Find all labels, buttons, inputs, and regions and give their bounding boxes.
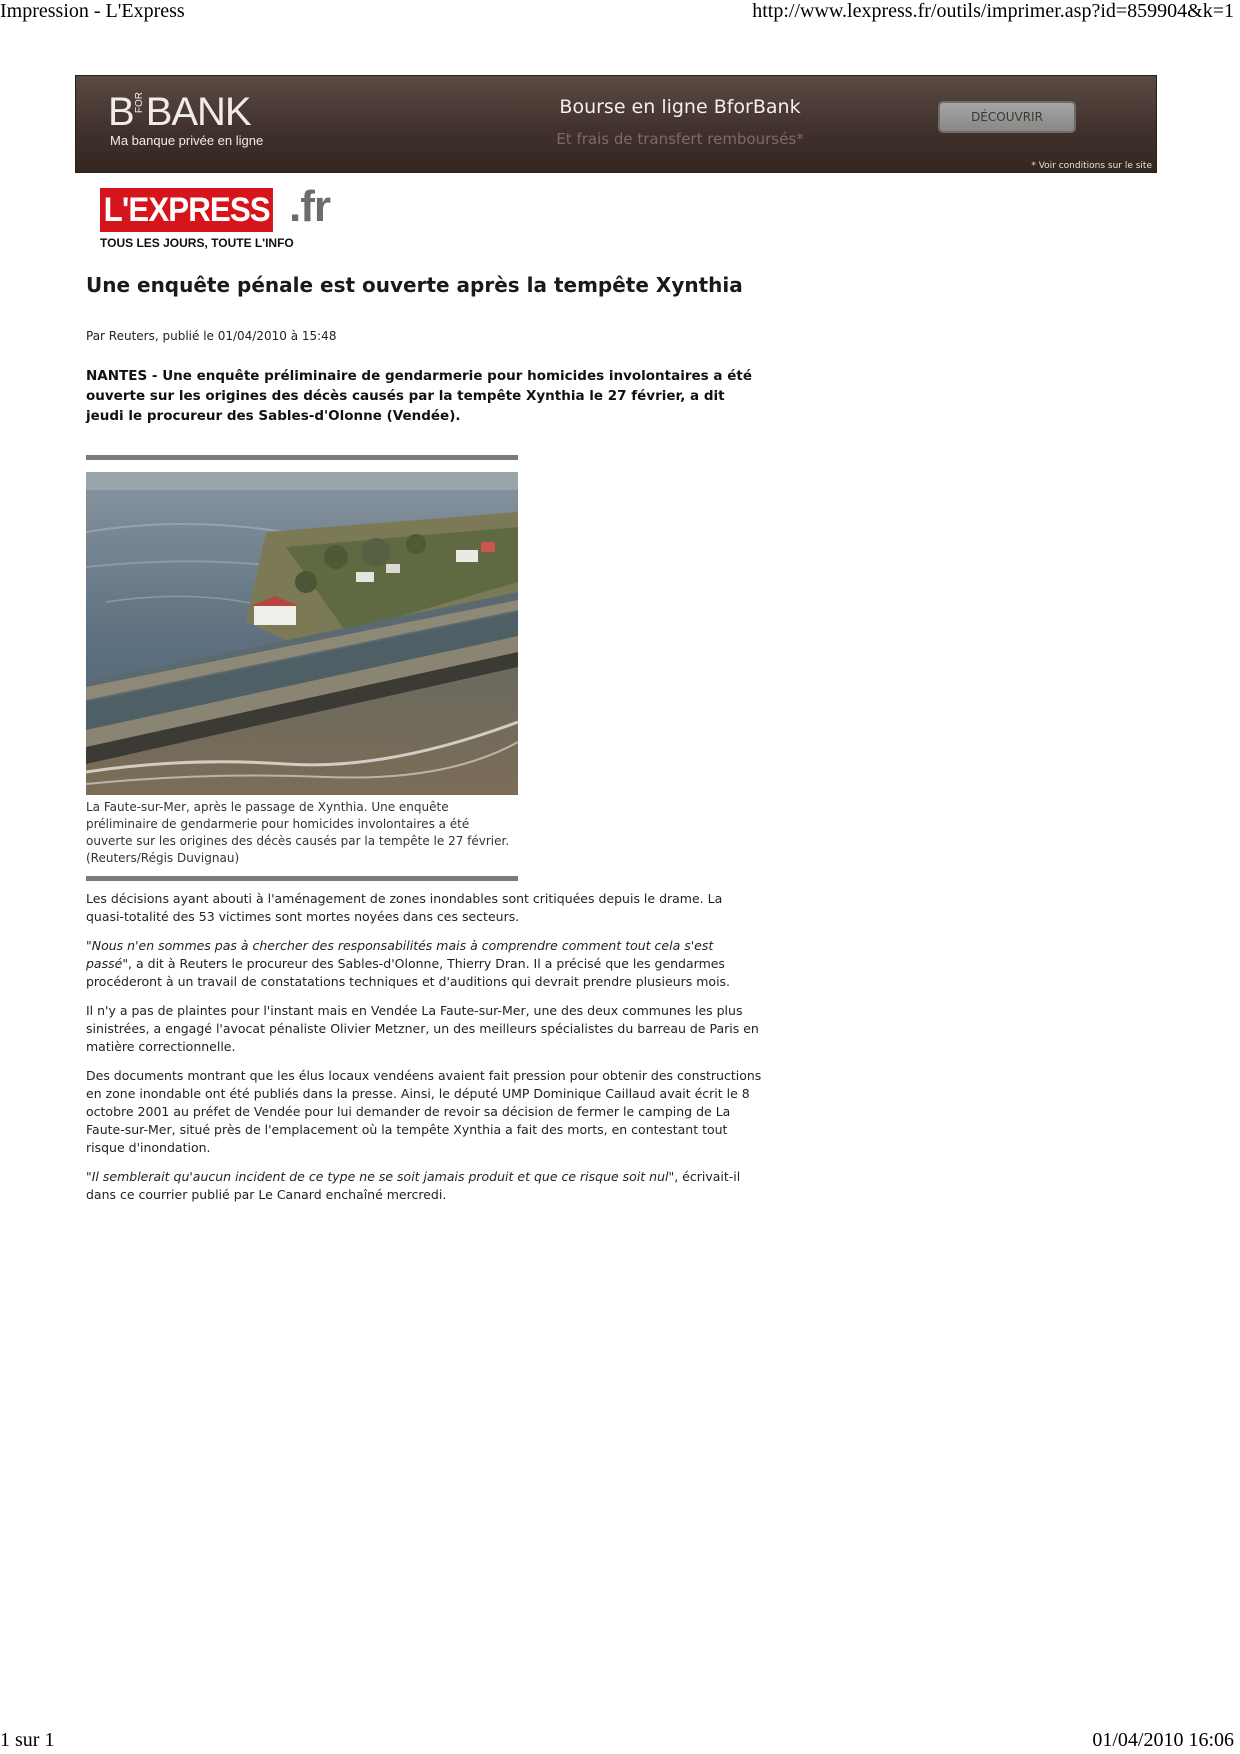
logo-wordmark: L'EXPRESS <box>100 188 273 232</box>
ad-brand-rest: BANK <box>145 90 251 134</box>
print-footer-page: 1 sur 1 <box>0 1729 55 1751</box>
ad-headline: Bourse en ligne BforBank <box>559 96 801 118</box>
flood-aerial-photo <box>86 472 518 795</box>
body-paragraph <box>86 937 762 991</box>
ad-tagline: Ma banque privée en ligne <box>110 133 264 148</box>
print-footer-datetime: 01/04/2010 16:06 <box>1092 1729 1234 1751</box>
body-paragraph: Les décisions ayant abouti à l'aménagement de zones inondables sont critiquées depuis le drame. La quasi-totalité des 53 victimes sont mortes noyées dans ces secteurs. <box>86 891 723 924</box>
quote-rest: ", a dit à Reuters le procureur des Sables-d'Olonne, Thierry Dran. Il a précisé que les gendarmes procéderont à un travail de constatations techniques et d'auditions qui devrait prendre plusieurs mois. <box>86 956 731 989</box>
ad-brand-b: B <box>108 90 134 134</box>
body-paragraph: Il n'y a pas de plaintes pour l'instant mais en Vendée La Faute-sur-Mer, une des deux communes les plus sinistrées, a engagé l'avocat pénaliste Olivier Metzner, un des meilleurs spécialistes du barreau de Paris en matière correctionnelle. <box>86 1003 759 1054</box>
ad-brand-logo <box>108 92 251 132</box>
body-paragraph: Des documents montrant que les élus locaux vendéens avaient fait pression pour obtenir des constructions en zone inondable ont été publiés dans la presse. Ainsi, le député UMP Dominique Caillaud avait écrit le 8 octobre 2001 au préfet de Vendée pour lui demander de revoir sa décision de fermer le camping de La Faute-sur-Mer, situé près de l'emplacement où la tempête Xynthia a fait des morts, en contestant tout risque d'inondation. <box>86 1068 762 1155</box>
article-title: Une enquête pénale est ouverte après la tempête Xynthia <box>86 273 743 297</box>
quote-open: " <box>86 938 92 953</box>
quote-text: Il semblerait qu'aucun incident de ce type ne se soit jamais produit et que ce risque soit nul <box>91 1169 669 1184</box>
ad-subline: Et frais de transfert remboursés* <box>556 130 804 148</box>
quote-open: " <box>86 1169 92 1184</box>
article-byline: Par Reuters, publié le 01/04/2010 à 15:48 <box>86 329 337 343</box>
article-body <box>86 890 762 1215</box>
quote-rest: ", écrivait-il dans ce courrier publié par Le Canard enchaîné mercredi. <box>86 1169 741 1202</box>
ad-discover-button[interactable]: DÉCOUVRIR <box>938 101 1076 133</box>
quote-text: Nous n'en sommes pas à chercher des responsabilités mais à comprendre comment tout cela s'est passé <box>86 938 714 971</box>
ad-conditions: * Voir conditions sur le site <box>1031 161 1152 171</box>
article-photo <box>86 472 518 795</box>
site-logo[interactable] <box>98 182 338 252</box>
logo-slogan: TOUS LES JOURS, TOUTE L'INFO <box>100 236 294 250</box>
media-divider-top <box>86 455 518 460</box>
print-header-title: Impression - L'Express <box>0 0 185 22</box>
ad-banner[interactable] <box>75 75 1157 173</box>
print-header-url[interactable]: http://www.lexpress.fr/outils/imprimer.asp?id=859904&k=1 <box>752 0 1234 22</box>
article-lead: NANTES - Une enquête préliminaire de gendarmerie pour homicides involontaires a été ouverte sur les origines des décès causés par la tempête Xynthia le 27 février, a dit jeudi le procureur des Sables-d'Olonne (Vendée). <box>86 368 752 424</box>
media-divider-bottom <box>86 876 518 881</box>
logo-tld: .fr <box>289 182 330 231</box>
body-paragraph <box>86 1168 762 1204</box>
photo-caption: La Faute-sur-Mer, après le passage de Xynthia. Une enquête préliminaire de gendarmerie pour homicides involontaires a été ouverte sur les origines des décès causés par la tempête le 27 février. (Reuters/Régis Duvignau) <box>86 800 510 865</box>
ad-brand-small: FOR <box>133 92 145 114</box>
